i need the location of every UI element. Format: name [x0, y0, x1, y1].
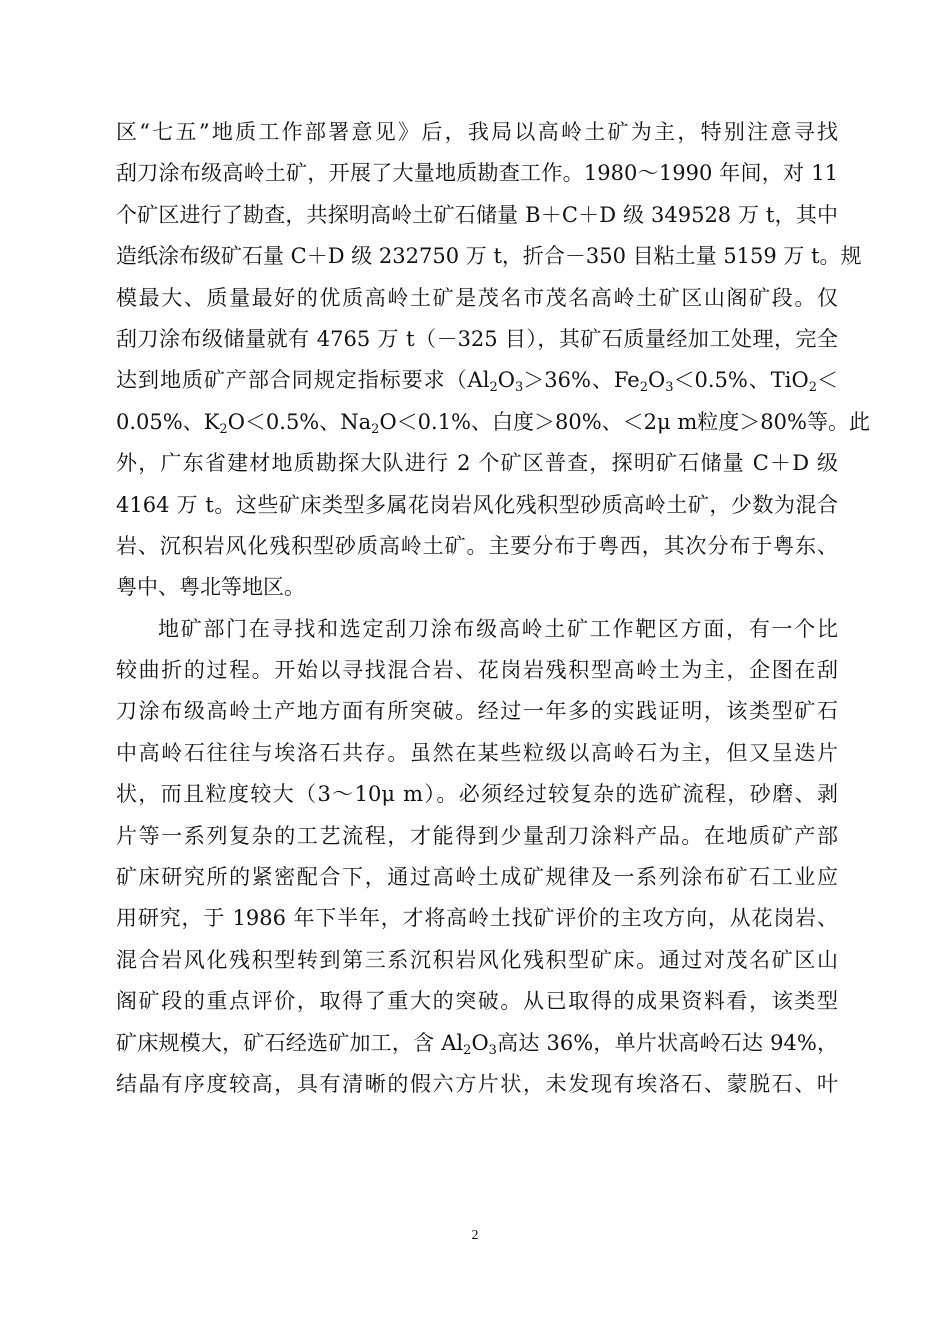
text-line: 阁矿段的重点评价，取得了重大的突破。从已取得的成果资料看，该类型	[116, 989, 838, 1014]
text-segment: O	[497, 368, 515, 393]
text-segment: O	[471, 1030, 489, 1055]
text-line: 结晶有序度较高，具有清晰的假六方片状，未发现有埃洛石、蒙脱石、叶	[116, 1071, 838, 1096]
text-segment: 达到地质矿产部合同规定指标要求（Al	[116, 368, 490, 393]
subscript: 3	[488, 1042, 497, 1058]
text-line: 粤中、粤北等地区。	[116, 575, 305, 600]
subscript: 2	[489, 380, 498, 396]
text-line: 较曲折的过程。开始以寻找混合岩、花岗岩残积型高岭土为主，企图在刮	[116, 658, 838, 683]
text-line-with-formulas	[116, 402, 870, 443]
text-segment: ＜0.5%、TiO	[673, 368, 809, 393]
text-line: 区“七五”地质工作部署意见》后，我局以高岭土矿为主，特别注意寻找	[116, 120, 838, 144]
text-line-with-formulas	[116, 360, 838, 401]
subscript: 3	[665, 380, 674, 396]
text-line: 中高岭石往往与埃洛石共存。虽然在某些粒级以高岭石为主，但又呈迭片	[116, 740, 838, 765]
text-line: 模最大、质量最好的优质高岭土矿是茂名市茂名高岭土矿区山阁矿段。仅	[116, 285, 838, 310]
text-line: 刮刀涂布级高岭土矿，开展了大量地质勘查工作。1980～1990 年间，对 11	[116, 161, 838, 186]
subscript: 2	[371, 421, 380, 437]
text-line: 用研究，于 1986 年下半年，才将高岭土找矿评价的主攻方向，从花岗岩、	[116, 906, 838, 931]
subscript: 2	[219, 421, 228, 437]
text-line: 地矿部门在寻找和选定刮刀涂布级高岭土矿工作靶区方面，有一个比	[158, 616, 838, 641]
subscript: 2	[639, 380, 648, 396]
text-line: 个矿区进行了勘查，共探明高岭土矿石储量 B＋C＋D 级 349528 万 t，其中	[116, 202, 838, 227]
subscript: 2	[463, 1042, 472, 1058]
body-text	[116, 112, 870, 1105]
text-line: 岩、沉积岩风化残积型砂质高岭土矿。主要分布于粤西，其次分布于粤东、	[116, 533, 838, 558]
text-line: 刮刀涂布级储量就有 4765 万 t（－325 目），其矿石质量经加工处理，完全	[116, 326, 838, 351]
text-segment: O＜0.5%、Na	[227, 409, 372, 434]
text-line: 刀涂布级高岭土产地方面有所突破。经过一年多的实践证明，该类型矿石	[116, 699, 838, 724]
text-segment: ＜	[817, 368, 838, 393]
text-segment: O＜0.1%、白度＞80%、＜2μ m粒度＞80%等。此	[379, 409, 870, 434]
text-line: 状，而且粒度较大（3～10μ m）。必须经过较复杂的选矿流程，砂磨、剥	[116, 782, 838, 807]
text-segment: 0.05%、K	[116, 409, 220, 434]
text-segment: O	[647, 368, 666, 393]
subscript: 2	[808, 380, 817, 396]
subscript: 3	[514, 380, 524, 396]
text-line: 4164 万 t。这些矿床类型多属花岗岩风化残积型砂质高岭土矿，少数为混合	[116, 492, 838, 517]
text-line: 矿床研究所的紧密配合下，通过高岭土成矿规律及一系列涂布矿石工业应	[116, 865, 838, 890]
text-segment: ＞36%、Fe	[523, 368, 640, 393]
text-segment: 高达 36%，单片状高岭石达 94%，	[496, 1030, 839, 1055]
text-line: 混合岩风化残积型转到第三系沉积岩风化残积型矿床。通过对茂名矿区山	[116, 947, 838, 972]
text-segment: 矿床规模大，矿石经选矿加工，含 Al	[116, 1030, 464, 1055]
text-line: 造纸涂布级矿石量 C＋D 级 232750 万 t，折合－350 目粘土量 5159 万 t。规	[116, 244, 862, 269]
page-number: 2	[471, 1228, 479, 1243]
text-line: 外，广东省建材地质勘探大队进行 2 个矿区普查，探明矿石储量 C＋D 级	[116, 451, 838, 476]
text-line: 片等一系列复杂的工艺流程，才能得到少量刮刀涂料产品。在地质矿产部	[116, 823, 838, 848]
text-line-with-formulas	[116, 1023, 838, 1064]
